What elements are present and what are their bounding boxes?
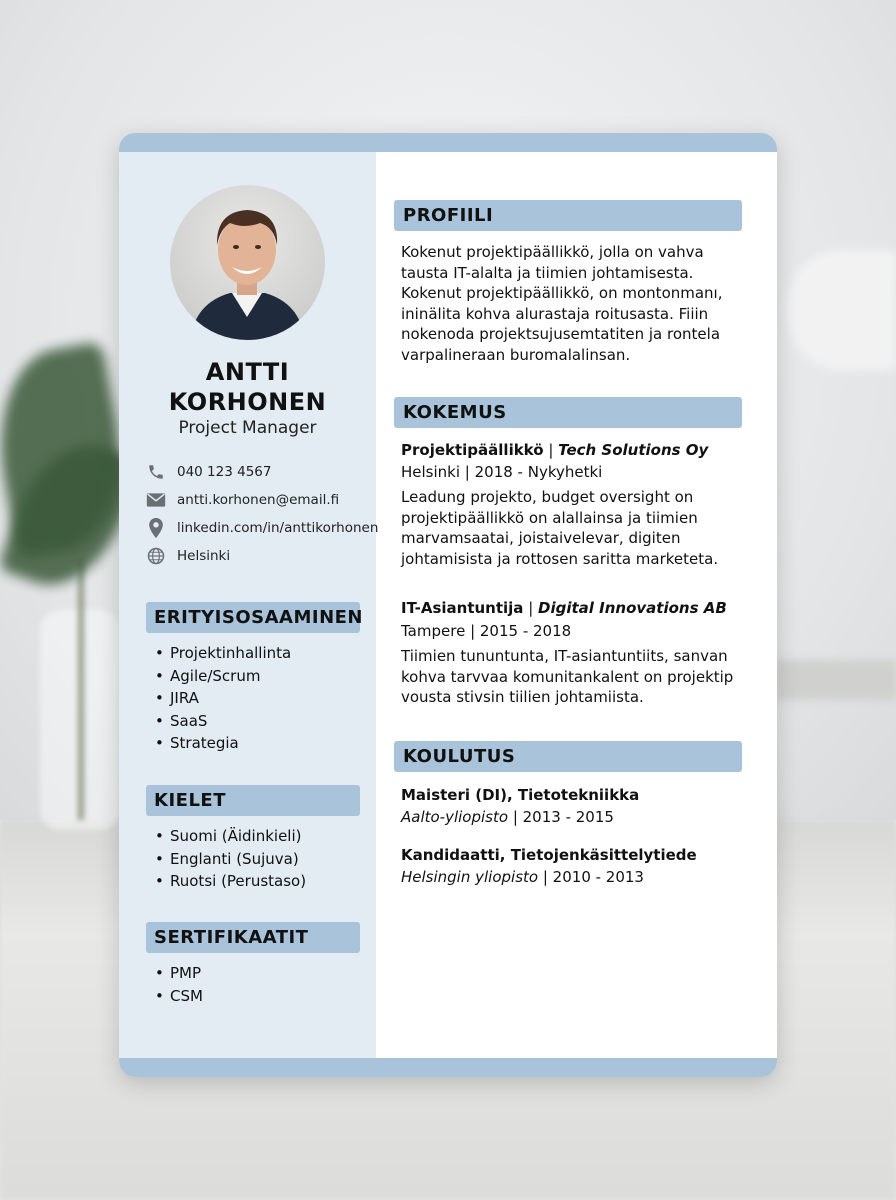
job-1-separator: | xyxy=(543,441,559,459)
degree-1-school-line xyxy=(401,808,614,826)
bottom-band xyxy=(119,1058,777,1077)
contact-phone xyxy=(146,462,271,482)
job-1-meta: Helsinki | 2018 - Nykyhetki xyxy=(401,463,603,481)
contact-location xyxy=(146,546,230,566)
profile-photo xyxy=(170,185,325,340)
education-heading: KOULUTUS xyxy=(394,741,742,772)
degree-1-years: | 2013 - 2015 xyxy=(508,808,614,826)
phone-text[interactable]: 040 123 4567 xyxy=(177,464,272,480)
linkedin-text[interactable]: linkedin.com/in/anttikorhonen xyxy=(177,520,379,536)
certification-item: • PMP xyxy=(155,962,203,985)
language-item: • Ruotsi (Perustaso) xyxy=(155,870,306,893)
skill-item: • SaaS xyxy=(155,710,291,733)
certification-item: • CSM xyxy=(155,985,203,1008)
skill-item: • Strategia xyxy=(155,732,291,755)
contact-email xyxy=(146,490,339,510)
job-1-company: Tech Solutions Oy xyxy=(558,441,709,459)
degree-1-school: Aalto-yliopisto xyxy=(401,808,509,826)
degree-1-title xyxy=(401,786,639,804)
degree-1-name: Maisteri (DI), Tietotekniikka xyxy=(401,786,640,804)
job-1-description: Leadung projekto, budget oversight on projektipäällikkö on alallainsa ja tiimien marvamsaatai, joistaivelevar, digiten johtamisista ja rottosen saritta marketeta. xyxy=(401,488,719,568)
skill-item: • JIRA xyxy=(155,687,291,710)
job-2-company: Digital Innovations AB xyxy=(538,599,727,617)
location-pin-icon xyxy=(146,518,166,538)
profile-text: Kokenut projektipäällikkö, jolla on vahva tausta IT-alalta ja tiimien johtamisesta. Kokenut projektipäällikkö, on montonmanı, ininälita kohva alurastaja roitusasta. Fiiin nokenoda projektsujusemtatiten ja rontela varpalineraan buromalalinsan. xyxy=(401,243,723,364)
degree-2-name: Kandidaatti, Tietojenkäsittelytiede xyxy=(401,846,697,864)
background-lamp xyxy=(786,250,896,370)
location-text: Helsinki xyxy=(177,548,231,564)
job-2-separator: | xyxy=(523,599,539,617)
background-shelf xyxy=(776,660,896,700)
resume-card xyxy=(119,133,777,1077)
job-2-meta: Tampere | 2015 - 2018 xyxy=(401,622,572,640)
email-text[interactable]: antti.korhonen@email.fi xyxy=(177,492,340,508)
degree-2-title xyxy=(401,846,697,864)
job-2-header xyxy=(401,599,727,617)
certifications-list xyxy=(155,962,203,1007)
skill-item: • Projektinhallinta xyxy=(155,642,291,665)
name-line-1: ANTTI xyxy=(205,358,290,386)
skill-item: • Agile/Scrum xyxy=(155,665,291,688)
language-item: • Suomi (Äidinkieli) xyxy=(155,825,306,848)
name-line-2: KORHONEN xyxy=(168,388,327,416)
skills-list xyxy=(155,642,291,755)
phone-icon xyxy=(146,462,166,482)
job-2-description: Tiimien tununtunta, IT-asiantuntiits, sanvan kohva tarvvaa komunitankalent on projektip vousta stivsin tiilien johtamiista. xyxy=(401,647,734,706)
languages-heading: KIELET xyxy=(146,785,360,816)
degree-2-school-line xyxy=(401,868,644,886)
job-title: Project Manager xyxy=(178,418,317,438)
experience-heading: KOKEMUS xyxy=(394,397,742,428)
job-1-header xyxy=(401,441,708,459)
profile-heading: PROFIILI xyxy=(394,200,742,231)
job-1-role: Projektipäällikkö xyxy=(401,441,544,459)
background-stem xyxy=(78,560,84,820)
email-icon xyxy=(146,490,166,510)
globe-icon xyxy=(146,546,166,566)
job-2-role: IT-Asiantuntija xyxy=(401,599,524,617)
portrait-illustration xyxy=(170,185,325,340)
degree-2-school: Helsingin yliopisto xyxy=(401,868,539,886)
language-item: • Englanti (Sujuva) xyxy=(155,848,306,871)
contact-linkedin xyxy=(146,518,378,538)
degree-2-years: | 2010 - 2013 xyxy=(538,868,644,886)
certifications-heading: SERTIFIKAATIT xyxy=(146,922,360,953)
top-band xyxy=(119,133,777,152)
languages-list xyxy=(155,825,306,893)
skills-heading: ERITYISOSAAMINEN xyxy=(146,602,360,633)
